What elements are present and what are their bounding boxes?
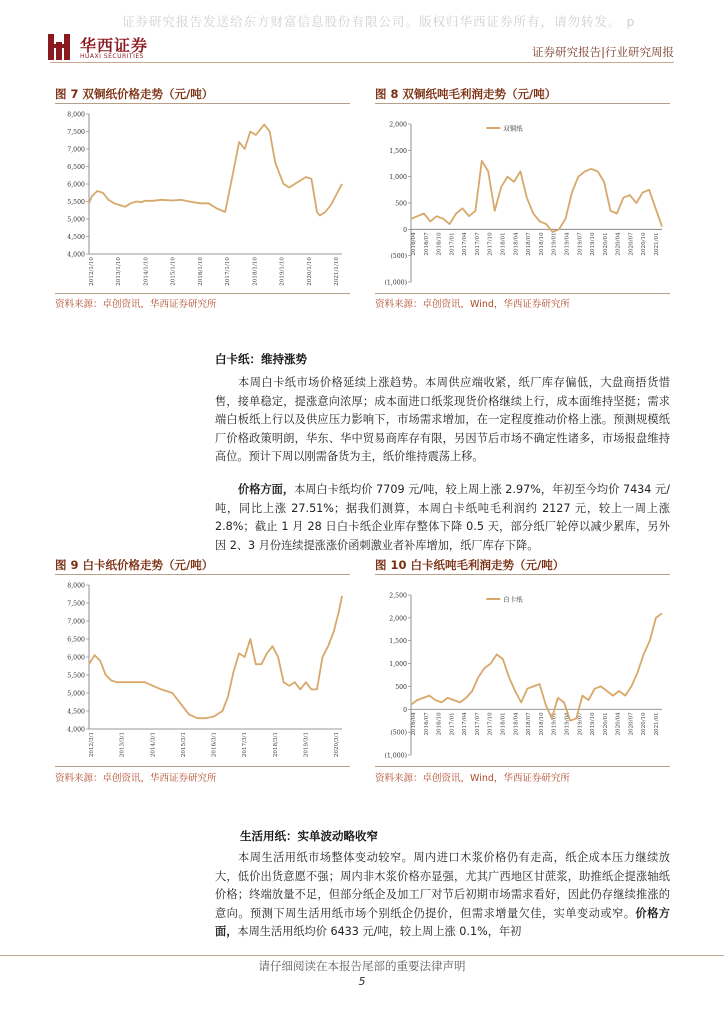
x-tick-label: 2014/3/1 bbox=[150, 732, 157, 758]
fig8-title: 图 8 双铜纸吨毛利润走势（元/吨） bbox=[375, 87, 557, 101]
x-tick-label: 2021/01 bbox=[654, 232, 660, 256]
x-tick-label: 2017/01 bbox=[449, 232, 456, 256]
x-tick-label: 2015/3/1 bbox=[180, 732, 187, 758]
fig7-top-rule bbox=[55, 103, 350, 104]
x-tick-label: 2018/04 bbox=[513, 712, 520, 736]
x-tick-label: 2021/1/10 bbox=[334, 257, 340, 286]
x-tick-label: 2012/1/10 bbox=[89, 257, 95, 286]
y-tick-label: 1,500 bbox=[389, 147, 407, 155]
x-tick-label: 2012/3/1 bbox=[89, 732, 95, 758]
x-tick-label: 2016/07 bbox=[423, 232, 430, 256]
fig10-title: 图 10 白卡纸吨毛利润走势（元/吨） bbox=[375, 558, 565, 572]
fig9-title: 图 9 白卡纸价格走势（元/吨） bbox=[55, 558, 214, 572]
fig7-bottom-rule bbox=[55, 293, 350, 294]
tissue-price-text: 本周生活用纸均价 6433 元/吨，较上周上涨 0.1%，年初 bbox=[237, 925, 522, 939]
y-tick-label: 500 bbox=[395, 683, 407, 691]
x-tick-label: 2019/07 bbox=[577, 712, 584, 736]
y-tick-label: 4,500 bbox=[67, 234, 85, 241]
watermark-text: 证券研究报告发送给东方财富信息股份有限公司。版权归华西证券所有，请勿转发。 p bbox=[122, 14, 636, 29]
x-tick-label: 2019/01 bbox=[551, 232, 558, 256]
x-tick-label: 2017/04 bbox=[462, 712, 469, 736]
y-tick-label: 5,000 bbox=[67, 690, 85, 698]
x-tick-label: 2017/10 bbox=[487, 232, 494, 256]
tissue-market-text: 本周生活用纸市场整体变动较窄。周内进口木浆价格仍有走高，纸企成本压力继续放大，低价出货意愿不强；周内非木浆价格亦显强，尤其广西地区甘蔗浆，助推纸企提涨轴纸价格；终端放量不足，但部分纸企及加工厂对节后初期市场需求看好，因此仍存继续推涨的意向。预测下周生活用纸市场个别纸企仍提价，但需求增量欠佳，实单变动或窄。 bbox=[215, 851, 670, 920]
y-tick-label: 7,500 bbox=[67, 600, 85, 608]
y-tick-label: 4,000 bbox=[67, 726, 85, 734]
x-tick-label: 2017/04 bbox=[462, 232, 469, 256]
fig9-bottom-rule bbox=[55, 766, 350, 767]
tissue-price-lead: 价格方面， bbox=[215, 906, 670, 939]
logo-subtext: HUAXI SECURITIES bbox=[80, 53, 144, 60]
x-tick-label: 2018/01 bbox=[500, 232, 507, 256]
section-heading-white-card: 白卡纸：维持涨势 bbox=[215, 352, 307, 366]
price-lead: 价格方面， bbox=[238, 483, 295, 496]
x-tick-label: 2018/01 bbox=[500, 712, 507, 736]
x-tick-label: 2019/04 bbox=[564, 232, 571, 256]
y-tick-label: 5,500 bbox=[67, 199, 85, 206]
x-tick-label: 2016/04 bbox=[411, 232, 417, 256]
x-tick-label: 2013/1/10 bbox=[116, 257, 123, 286]
x-tick-label: 2020/07 bbox=[628, 232, 635, 256]
y-tick-label: (1,000) bbox=[384, 279, 407, 287]
x-tick-label: 2018/3/1 bbox=[272, 732, 279, 758]
x-tick-label: 2017/01 bbox=[449, 712, 456, 736]
y-tick-label: 1,000 bbox=[389, 174, 407, 182]
y-tick-label: 2,500 bbox=[389, 592, 407, 600]
fig7-title: 图 7 双铜纸价格走势（元/吨） bbox=[55, 87, 214, 101]
x-tick-label: 2013/3/1 bbox=[119, 732, 126, 758]
x-tick-label: 2017/3/1 bbox=[242, 732, 249, 758]
series-line bbox=[411, 161, 662, 232]
x-tick-label: 2018/10 bbox=[538, 712, 545, 736]
x-tick-label: 2019/3/1 bbox=[303, 732, 310, 758]
x-tick-label: 2017/07 bbox=[474, 712, 481, 736]
fig7-chart bbox=[55, 106, 350, 292]
legal-notice: 请仔细阅读在本报告尾部的重要法律声明 bbox=[258, 959, 466, 973]
y-tick-label: 6,000 bbox=[67, 654, 85, 662]
fig8-bottom-rule bbox=[375, 293, 670, 294]
price-text: 本周白卡纸均价 7709 元/吨，较上周上涨 2.97%，年初至今均价 7434 元/吨，同比上涨 27.51%；据我们测算，本周白卡纸吨毛利润约 2127 元，较上一周上涨 2.8%；截止 1 月 28 日白卡纸企业库存整体下降 0.5 天，部分纸厂轮停以减少累库，另外因 2、3 月份连续提涨涨价函刺激业者补库增加，纸厂库存下降。 bbox=[215, 483, 670, 552]
paragraph-white-card-price bbox=[215, 481, 670, 555]
legend-label: 双铜纸 bbox=[503, 124, 523, 133]
x-tick-label: 2019/10 bbox=[590, 232, 597, 256]
y-tick-label: 7,500 bbox=[67, 129, 85, 136]
x-tick-label: 2019/07 bbox=[577, 232, 584, 256]
page-number: 5 bbox=[358, 975, 366, 988]
x-tick-label: 2020/1/10 bbox=[306, 257, 313, 286]
x-tick-label: 2019/1/10 bbox=[279, 257, 286, 286]
x-tick-label: 2020/10 bbox=[641, 232, 648, 256]
x-tick-label: 2018/10 bbox=[538, 232, 545, 256]
x-tick-label: 2016/10 bbox=[436, 232, 443, 256]
fig10-bottom-rule bbox=[375, 766, 670, 767]
fig8-chart bbox=[375, 106, 670, 292]
legend-label: 白卡纸 bbox=[503, 595, 523, 604]
y-tick-label: 4,000 bbox=[67, 251, 85, 259]
x-tick-label: 2020/07 bbox=[628, 712, 635, 736]
fig10-source: 资料来源：卓创资讯，Wind，华西证券研究所 bbox=[375, 773, 570, 784]
paragraph-white-card-market: 本周白卡纸市场价格延续上涨趋势。本周供应端收紧，纸厂库存偏低，大盘商捂货惜售，接单稳定，提涨意向浓厚；成本面进口纸浆现货价格继续上行，成本面维持坚挺；需求端白板纸上行以及供应压力影响下，市场需求增加，在一定程度推动价格上涨。预测规模纸厂价格政策明朗，华东、华中贸易商库存有限，另因节后市场不确定性诸多，市场报盘维持高位。预计下周以刚需备货为主，纸价维持震荡上移。 bbox=[215, 376, 670, 464]
fig7-source: 资料来源：卓创资讯，华西证券研究所 bbox=[55, 299, 217, 310]
y-tick-label: 500 bbox=[395, 200, 407, 208]
y-tick-label: 8,000 bbox=[67, 111, 85, 119]
x-tick-label: 2016/3/1 bbox=[211, 732, 218, 758]
series-line bbox=[89, 125, 342, 216]
x-tick-label: 2019/04 bbox=[564, 712, 571, 736]
x-tick-label: 2018/07 bbox=[526, 232, 533, 256]
fig10-top-rule bbox=[375, 574, 670, 575]
x-tick-label: 2017/1/10 bbox=[225, 257, 232, 286]
x-tick-label: 2019/10 bbox=[590, 712, 597, 736]
series-line bbox=[89, 596, 342, 718]
x-tick-label: 2018/07 bbox=[526, 712, 533, 736]
x-tick-label: 2015/1/10 bbox=[170, 257, 177, 286]
fig9-chart bbox=[55, 577, 350, 765]
header-divider bbox=[50, 62, 674, 63]
x-tick-label: 2020/01 bbox=[602, 232, 609, 256]
y-tick-label: 6,000 bbox=[67, 181, 85, 189]
x-tick-label: 2016/1/10 bbox=[197, 257, 204, 286]
y-tick-label: 1,500 bbox=[389, 638, 407, 646]
y-tick-label: (500) bbox=[390, 729, 407, 737]
x-tick-label: 2017/07 bbox=[474, 232, 481, 256]
y-tick-label: 0 bbox=[403, 226, 407, 234]
x-tick-label: 2016/07 bbox=[423, 712, 430, 736]
x-tick-label: 2020/3/1 bbox=[334, 732, 340, 758]
section-heading-tissue: 生活用纸：实单波动略收窄 bbox=[240, 829, 378, 843]
y-tick-label: 6,500 bbox=[67, 164, 85, 171]
y-tick-label: 2,000 bbox=[389, 121, 407, 129]
y-tick-label: (500) bbox=[390, 253, 407, 261]
y-tick-label: 8,000 bbox=[67, 582, 85, 590]
y-tick-label: 7,000 bbox=[67, 618, 85, 626]
y-tick-label: 5,500 bbox=[67, 672, 85, 680]
x-tick-label: 2016/10 bbox=[436, 712, 443, 736]
x-tick-label: 2020/01 bbox=[602, 712, 609, 736]
y-tick-label: 5,000 bbox=[67, 216, 85, 224]
x-tick-label: 2020/10 bbox=[641, 712, 648, 736]
x-tick-label: 2018/1/10 bbox=[252, 257, 259, 286]
y-tick-label: 1,000 bbox=[389, 661, 407, 669]
series-line bbox=[411, 613, 662, 720]
y-tick-label: 4,500 bbox=[67, 708, 85, 716]
x-tick-label: 2019/01 bbox=[551, 712, 558, 736]
x-tick-label: 2020/04 bbox=[615, 232, 622, 256]
paragraph-tissue bbox=[215, 849, 670, 942]
y-tick-label: 7,000 bbox=[67, 146, 85, 154]
fig9-top-rule bbox=[55, 574, 350, 575]
y-tick-label: (1,000) bbox=[384, 752, 407, 760]
y-tick-label: 2,000 bbox=[389, 615, 407, 623]
y-tick-label: 0 bbox=[403, 706, 407, 714]
y-tick-label: 6,500 bbox=[67, 636, 85, 644]
fig10-chart bbox=[375, 577, 670, 765]
x-tick-label: 2018/04 bbox=[513, 232, 520, 256]
footer-divider bbox=[0, 955, 724, 956]
huaxi-logo-icon bbox=[48, 34, 70, 60]
logo-text: 华西证券 bbox=[80, 36, 149, 55]
x-tick-label: 2017/10 bbox=[487, 712, 494, 736]
x-tick-label: 2021/01 bbox=[654, 712, 660, 736]
x-tick-label: 2020/04 bbox=[615, 712, 622, 736]
fig8-source: 资料来源：卓创资讯，Wind，华西证券研究所 bbox=[375, 299, 570, 310]
fig9-source: 资料来源：卓创资讯，华西证券研究所 bbox=[55, 773, 217, 784]
report-type: 证券研究报告|行业研究周报 bbox=[532, 45, 674, 59]
fig8-top-rule bbox=[375, 103, 670, 104]
x-tick-label: 2014/1/10 bbox=[143, 257, 150, 286]
x-tick-label: 2016/04 bbox=[411, 712, 417, 736]
